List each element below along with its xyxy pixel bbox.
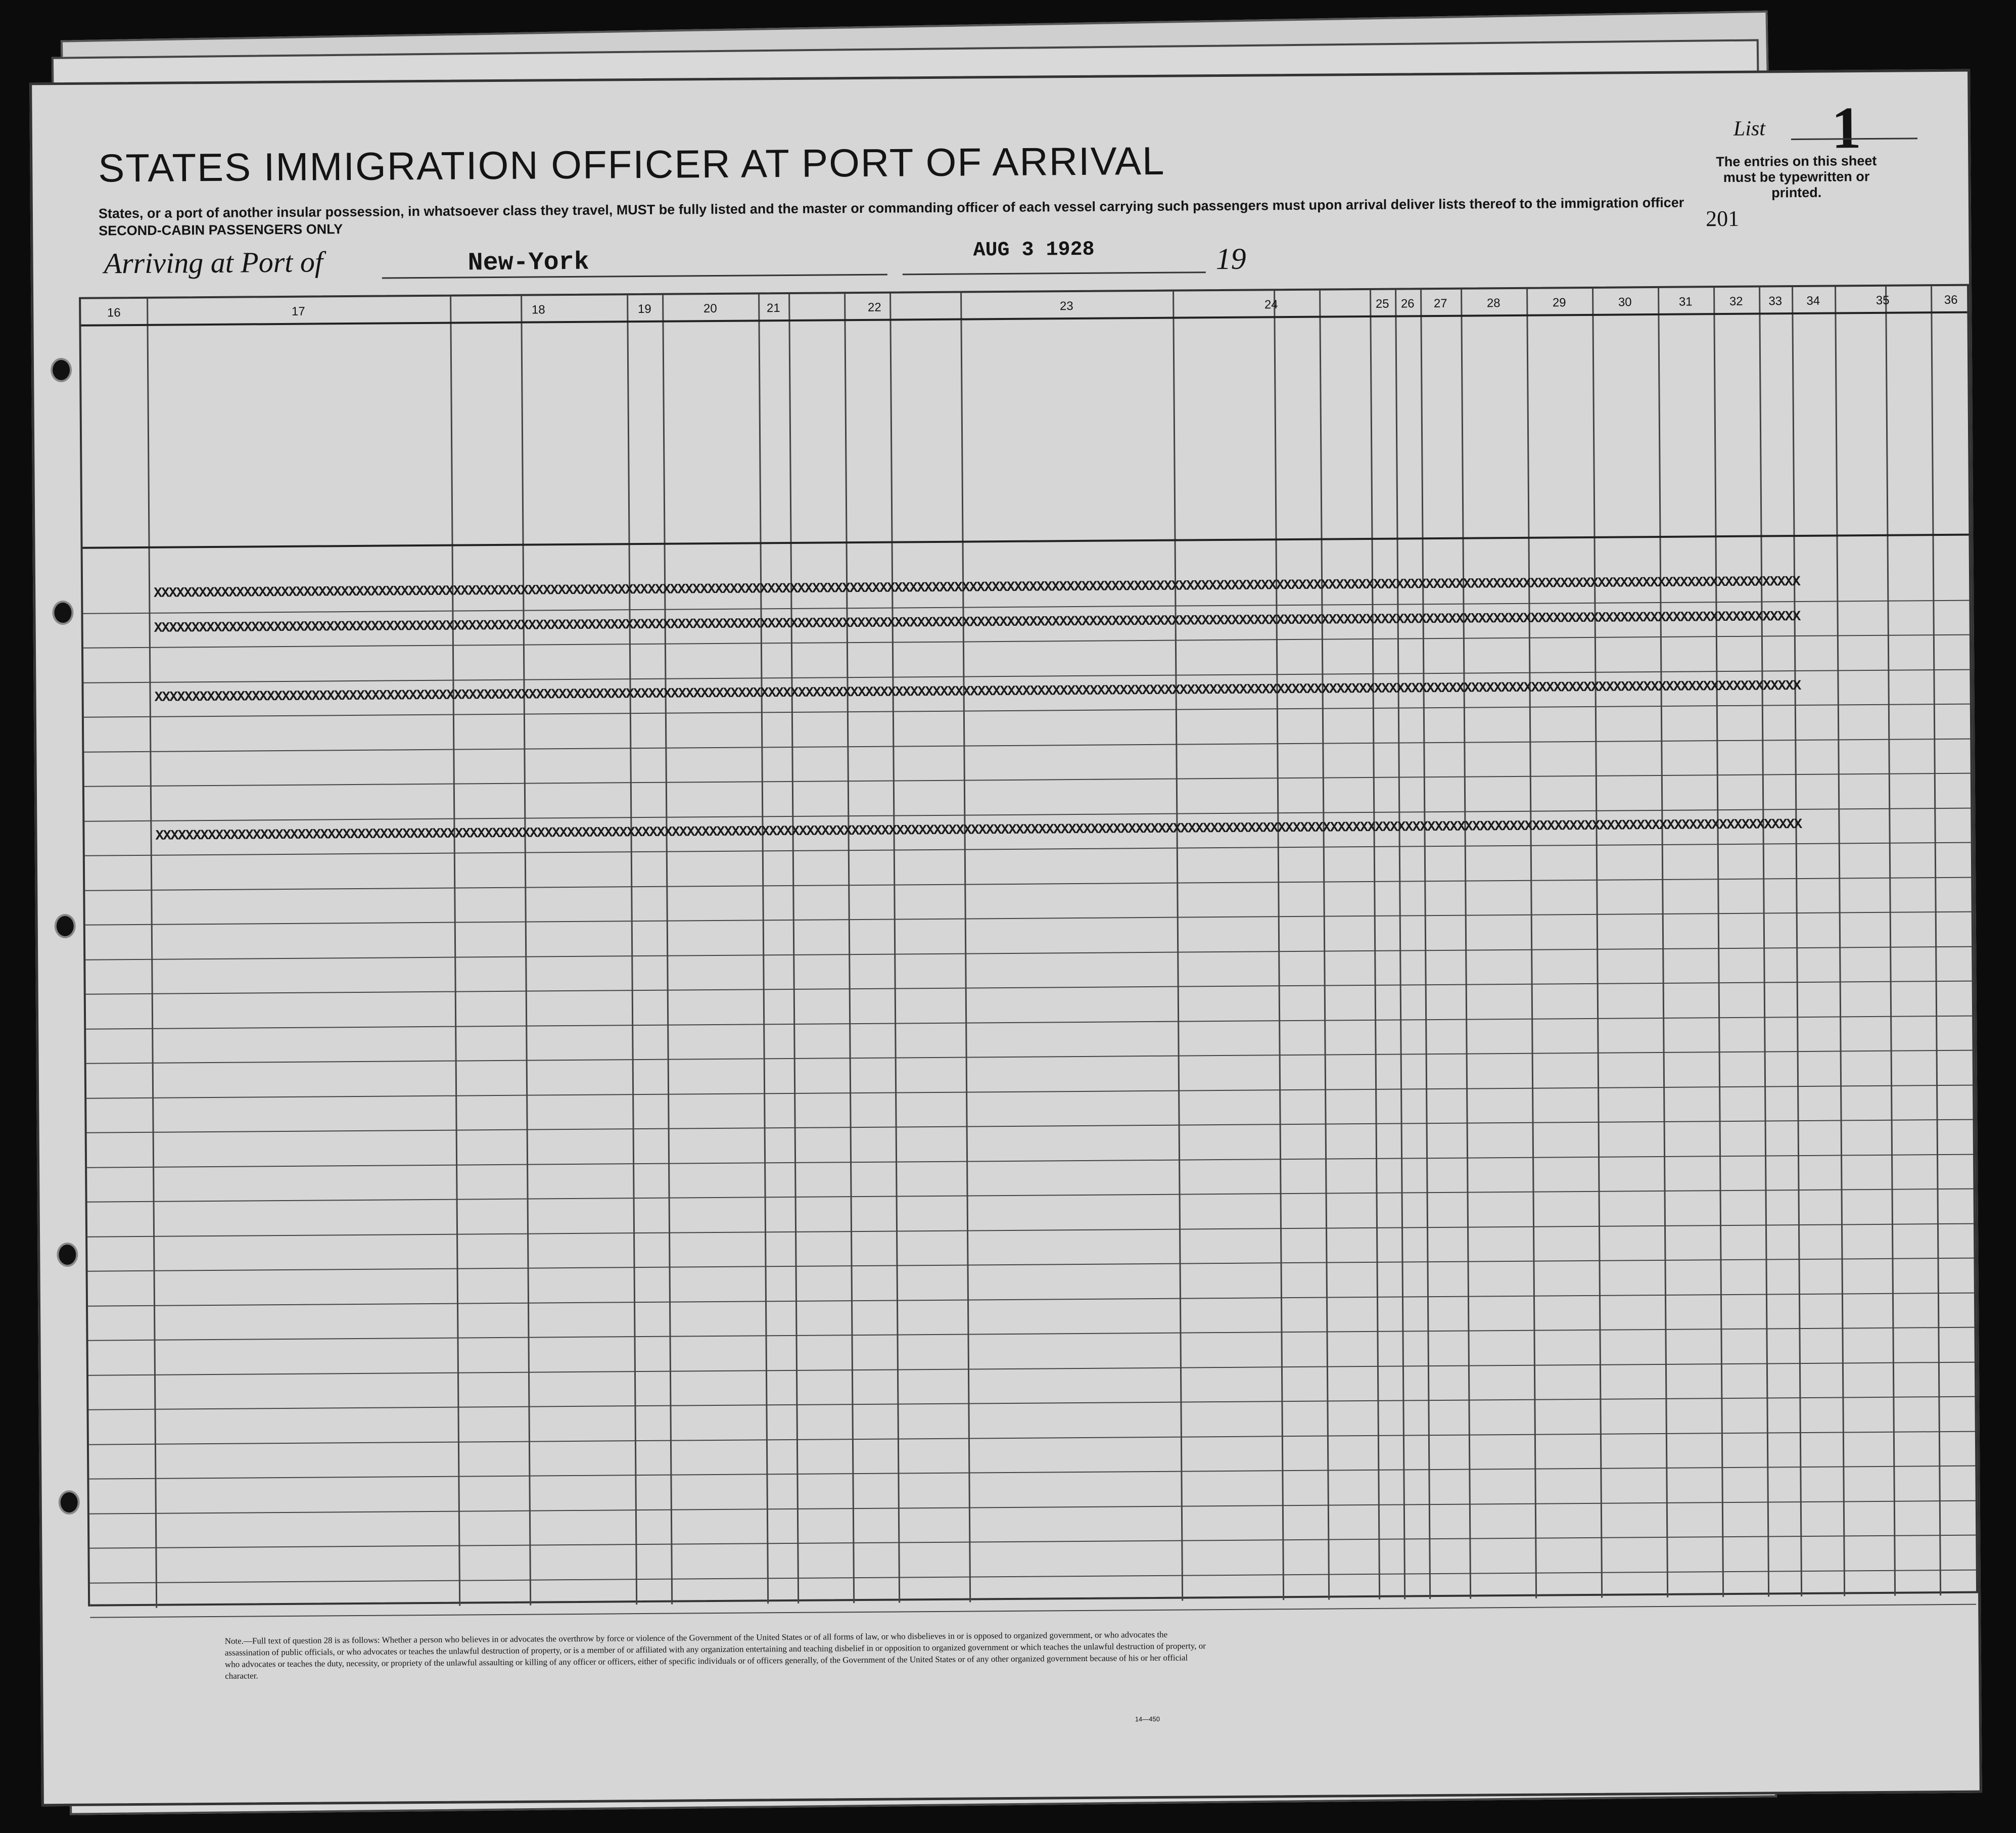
deformed-cell <box>1723 1195 1764 1196</box>
column-number: 32 <box>1729 294 1743 308</box>
where-cell <box>896 750 962 751</box>
state-header <box>451 397 522 398</box>
inches-cell <box>1798 744 1837 745</box>
eyes-header <box>1886 397 1927 398</box>
hair-cell <box>1891 639 1932 640</box>
column-divider <box>1885 287 1896 1596</box>
port-line <box>382 274 887 279</box>
row-rule <box>83 634 1970 649</box>
binder-hole <box>59 1490 80 1515</box>
column-number: 27 <box>1433 296 1447 311</box>
deformed-cell <box>1719 710 1761 711</box>
column-30-cell <box>1599 780 1660 781</box>
hair-cell <box>1895 1228 1936 1229</box>
hair-cell <box>1894 1124 1936 1125</box>
marks-cell <box>1938 847 1974 848</box>
before-us-cell <box>797 1097 849 1098</box>
row-rule <box>86 1015 1972 1029</box>
column-29-cell <box>1536 1230 1598 1231</box>
column-number: 16 <box>107 306 121 320</box>
anarchist-cell <box>1428 989 1465 990</box>
hair-cell <box>1893 951 1934 952</box>
inches-cell <box>1800 1090 1839 1091</box>
passage-paid-cell <box>671 1167 763 1168</box>
column-28-cell <box>1468 850 1529 851</box>
row-rule <box>89 1535 1976 1549</box>
health-cell <box>1664 710 1715 711</box>
row-rule <box>87 1188 1974 1203</box>
stay-cell <box>1179 713 1276 714</box>
column-divider <box>1395 290 1405 1599</box>
column-number: 35 <box>1876 293 1890 307</box>
manifest-sheet <box>29 69 1982 1807</box>
column-29-cell <box>1534 953 1596 954</box>
column-29-cell <box>1533 884 1595 885</box>
date-stamp: AUG 3 1928 <box>973 238 1095 262</box>
city-cell <box>530 1133 632 1134</box>
if-yes-header <box>845 384 961 385</box>
purpose-header <box>1178 320 1365 322</box>
hair-cell <box>1894 1159 1936 1160</box>
column-divider <box>1173 292 1183 1601</box>
column-30-cell <box>1600 1022 1662 1023</box>
passage-paid-cell <box>671 1063 763 1064</box>
row-rule <box>84 704 1970 718</box>
hair-cell <box>1892 882 1934 883</box>
length-of-stay-cell <box>1279 644 1321 645</box>
row-rule <box>90 1604 1976 1618</box>
inches-cell <box>1799 848 1838 849</box>
row-number <box>83 656 149 657</box>
entries-note: The entries on this sheet must be typewritten or printed. <box>1716 153 1877 201</box>
years-cell <box>854 1225 895 1226</box>
column-30-cell <box>1598 641 1659 642</box>
page-title: STATES IMMIGRATION OFFICER AT PORT OF ARRIVAL <box>98 138 1165 191</box>
passage-paid-cell <box>669 786 761 787</box>
where-cell <box>896 785 963 786</box>
anarchist-cell <box>1430 1197 1466 1198</box>
state-cell <box>458 1030 525 1031</box>
anarchist-cell <box>1426 712 1463 713</box>
row-number <box>89 1452 155 1453</box>
column-number: 19 <box>637 302 651 316</box>
length-of-stay-cell <box>1281 955 1323 956</box>
stay-cell <box>1181 1025 1278 1026</box>
arriving-label: Arriving at Port of <box>104 245 323 280</box>
row-rule <box>89 1431 1975 1445</box>
deformed-header <box>1658 358 1714 359</box>
passage-paid-cell <box>671 1132 763 1133</box>
hair-cell <box>1894 1055 1935 1056</box>
column-number: 21 <box>766 301 780 315</box>
subtitle: States, or a port of another insular possession, in whatsoever class they travel, MUST be fully listed and the master or commanding officer of each vessel carrying such passengers must upon arrival deliver lists thereof to the immigration officer <box>98 195 1684 221</box>
binder-hole <box>55 914 76 938</box>
state-cell <box>456 788 523 789</box>
inches-cell <box>1800 986 1839 987</box>
column-30-cell <box>1601 1091 1662 1092</box>
column-divider <box>627 295 637 1605</box>
form-code: 14—450 <box>1135 1715 1160 1723</box>
row-rule <box>87 1119 1973 1133</box>
city-cell <box>527 787 629 788</box>
cancelled-entry: XXXXXXXXXXXXXXXXXXXXXXXXXXXXXXXXXXXXXXXXXXXXXXXXXXXXXXXXXXXXXXXXXXXXXXXXXXXXXXXXXXXXXXXXXXXXXXXXXXXXXXXXXXXXXXXXXXXXXXXXXXXXXXXXXXXXXXXXXXXXXXXXXXXXXXXXXXXXXXXXXXXXXXXXXXXXXXXXXXXXXXXXXXXXXXXXXXXXXXXXXXXXXXXXXXXXXXXXXXXX <box>155 816 1802 844</box>
cancelled-entry: XXXXXXXXXXXXXXXXXXXXXXXXXXXXXXXXXXXXXXXXXXXXXXXXXXXXXXXXXXXXXXXXXXXXXXXXXXXXXXXXXXXXXXXXXXXXXXXXXXXXXXXXXXXXXXXXXXXXXXXXXXXXXXXXXXXXXXXXXXXXXXXXXXXXXXXXXXXXXXXXXXXXXXXXXXXXXXXXXXXXXXXXXXXXXXXXXXXXXXXXXXXXXXXXXXXXXXXXXXXX <box>154 574 1800 602</box>
city-cell <box>528 891 630 892</box>
column-divider <box>450 297 460 1606</box>
column-29-cell <box>1534 919 1596 920</box>
column-29-cell <box>1536 1196 1598 1197</box>
column-number: 31 <box>1678 295 1693 309</box>
row-rule <box>86 1050 1973 1064</box>
deformed-cell <box>1722 1160 1764 1161</box>
before-us-cell <box>794 716 846 717</box>
health-cell <box>1665 918 1717 919</box>
column-divider <box>1461 290 1471 1599</box>
row-number <box>88 1279 154 1280</box>
column-30-cell <box>1598 745 1660 746</box>
row-number <box>84 725 150 726</box>
citizen-intent-cell <box>1326 782 1372 783</box>
inches-cell <box>1801 1194 1840 1195</box>
row-rule <box>87 1154 1973 1168</box>
row-rule <box>85 946 1972 960</box>
row-number <box>86 1106 152 1107</box>
column-29-cell <box>1534 988 1596 989</box>
state-cell <box>456 753 523 754</box>
stay-cell <box>1181 990 1278 991</box>
column-divider <box>1274 291 1284 1600</box>
complexion-cell <box>1841 709 1887 710</box>
before-us-cell <box>794 647 846 648</box>
row-rule <box>90 1569 1976 1583</box>
before-us-header <box>799 324 961 325</box>
row-number <box>87 1210 153 1211</box>
column-28-cell <box>1469 1092 1531 1093</box>
column-28-cell <box>1467 746 1528 747</box>
column-28-cell <box>1470 1127 1531 1128</box>
length-of-stay-cell <box>1280 713 1321 714</box>
row-number <box>84 829 150 830</box>
column-divider <box>1759 288 1769 1597</box>
anarchist-cell <box>1428 954 1464 955</box>
row-rule <box>85 842 1971 856</box>
years-cell <box>851 775 892 776</box>
column-number: 17 <box>291 304 305 318</box>
row-rule <box>88 1327 1975 1341</box>
passage-paid-cell <box>669 890 761 891</box>
column-29-cell <box>1535 1161 1597 1162</box>
citizen-intent-cell <box>1328 1093 1374 1094</box>
column-number: 28 <box>1486 296 1501 310</box>
length-of-stay-cell <box>1281 886 1322 887</box>
years-cell <box>853 1052 894 1053</box>
column-number: 24 <box>1264 298 1278 312</box>
column-divider <box>1420 290 1431 1599</box>
before-us-cell <box>794 751 846 752</box>
column-divider <box>1370 290 1380 1599</box>
inches-cell <box>1800 1021 1839 1022</box>
column-number: 18 <box>531 303 545 317</box>
before-us-cell <box>796 993 848 994</box>
citizen-intent-cell <box>1325 747 1372 748</box>
health-cell <box>1666 1022 1717 1023</box>
binder-hole <box>52 601 73 625</box>
row-rule <box>87 1223 1974 1237</box>
row-number <box>90 1556 156 1557</box>
column-divider <box>1792 287 1802 1596</box>
marks-header <box>1931 377 1972 378</box>
passage-paid-cell <box>672 1236 764 1237</box>
anarchist-cell <box>1429 1162 1466 1163</box>
complexion-cell <box>1844 1228 1891 1229</box>
deformed-cell <box>1721 987 1763 988</box>
complexion-cell <box>1841 778 1888 779</box>
marks-cell <box>1940 1124 1976 1125</box>
column-divider <box>1526 289 1537 1598</box>
column-divider <box>662 295 673 1605</box>
state-cell <box>459 1238 526 1239</box>
years-cell <box>853 1156 895 1157</box>
anarchist-cell <box>1426 643 1462 644</box>
column-divider <box>521 296 531 1606</box>
deformed-cell <box>1721 918 1762 919</box>
health-cell <box>1666 987 1717 988</box>
footnote: Note.—Full text of question 28 is as follows: Whether a person who believes in or advocates the overthrow by force or violence of the Government of the United States or of all forms of law, or who disbelieves in or is opposed to organized government, or who advocates the assassination of public officials, or who advocates or teaches the unlawful destruction of property, or is a member of or affiliated with any organization entertaining and teaching disbelief in or opposition to organized government or which teaches the unlawful destruction of property, or who advocates or teaches the duty, necessity, or propriety of the unlawful assaulting or killing of any officer or officers, either of specific individuals or of officers generally, of the Government of the United States or of any other organized government because of his or her official character. <box>224 1629 1206 1681</box>
final-destination-note <box>455 346 622 347</box>
column-28-cell <box>1469 1023 1530 1024</box>
stay-cell <box>1182 1198 1279 1199</box>
cabin-class: SECOND-CABIN PASSENGERS ONLY <box>99 221 343 239</box>
where-cell <box>899 1131 965 1132</box>
inches-cell <box>1798 779 1837 780</box>
row-rule <box>88 1361 1975 1376</box>
row-rule <box>86 1084 1973 1098</box>
where-cell <box>898 1062 965 1063</box>
length-of-stay-cell <box>1283 1232 1325 1233</box>
column-29-cell <box>1532 711 1594 712</box>
cancelled-entry: XXXXXXXXXXXXXXXXXXXXXXXXXXXXXXXXXXXXXXXXXXXXXXXXXXXXXXXXXXXXXXXXXXXXXXXXXXXXXXXXXXXXXXXXXXXXXXXXXXXXXXXXXXXXXXXXXXXXXXXXXXXXXXXXXXXXXXXXXXXXXXXXXXXXXXXXXXXXXXXXXXXXXXXXXXXXXXXXXXXXXXXXXXXXXXXXXXXXXXXXXXXXXXXXXXXXXXXXXXXX <box>154 678 1801 706</box>
row-number <box>86 1002 152 1003</box>
column-number: 23 <box>1059 299 1073 313</box>
state-cell <box>457 857 524 858</box>
city-cell <box>529 1064 631 1065</box>
nearest-relative-header <box>157 362 440 364</box>
column-divider <box>1592 289 1603 1598</box>
column-divider <box>758 294 769 1603</box>
before-us-cell <box>796 1028 848 1029</box>
marks-cell <box>1936 639 1973 640</box>
passage-paid-cell <box>670 959 762 960</box>
column-number: 20 <box>703 301 717 316</box>
complexion-cell <box>1842 917 1889 918</box>
final-destination-header <box>455 331 622 332</box>
citizen-intent-cell <box>1327 1024 1374 1025</box>
health-cell <box>1666 1091 1718 1092</box>
port-name: New-York <box>467 248 589 278</box>
year-prefix: 19 <box>1215 242 1246 276</box>
row-number <box>89 1487 155 1488</box>
hair-cell <box>1892 847 1934 848</box>
length-of-stay-cell <box>1283 1198 1325 1199</box>
row-rule <box>88 1292 1974 1306</box>
row-rule <box>86 981 1972 995</box>
years-cell <box>852 948 893 949</box>
where-header <box>890 409 961 410</box>
column-divider <box>147 299 157 1608</box>
inches-cell <box>1797 640 1836 641</box>
anarchist-cell <box>1427 885 1464 886</box>
state-cell <box>458 1065 525 1066</box>
row-rule <box>84 738 1970 752</box>
column-number: 30 <box>1618 295 1632 309</box>
row-number <box>85 933 151 934</box>
column-divider <box>960 293 971 1602</box>
complexion-cell <box>1842 951 1889 952</box>
anarchist-cell <box>1428 920 1464 921</box>
row-rule <box>88 1258 1974 1272</box>
column-29-cell <box>1532 642 1593 643</box>
citizen-intent-cell <box>1328 1128 1375 1129</box>
column-divider <box>1713 288 1724 1597</box>
column-number: 22 <box>867 300 881 314</box>
column-number: 34 <box>1806 294 1820 308</box>
column-30-cell <box>1601 1126 1663 1127</box>
column-divider <box>1835 287 1845 1596</box>
header-bottom-rule <box>83 534 1969 549</box>
column-number: 33 <box>1768 294 1783 308</box>
marks-cell <box>1939 1055 1976 1056</box>
manifest-table <box>79 284 1978 1607</box>
deformed-cell <box>1723 1229 1764 1230</box>
before-us-cell <box>798 1201 850 1202</box>
where-cell <box>897 854 963 855</box>
stay-cell <box>1179 748 1276 749</box>
row-rule <box>85 877 1971 891</box>
city-cell <box>528 960 630 961</box>
years-cell <box>850 706 892 707</box>
row-rule <box>84 773 1971 787</box>
row-number <box>85 898 151 899</box>
marks-cell <box>1939 1020 1975 1021</box>
years-cell <box>852 983 894 984</box>
column-divider <box>1658 288 1668 1597</box>
column-divider <box>1931 286 1941 1595</box>
deformed-cell <box>1720 883 1762 884</box>
column-30-cell <box>1599 849 1661 850</box>
years-cell <box>851 879 893 880</box>
city-cell <box>528 856 630 857</box>
row-rule <box>88 1396 1975 1410</box>
row-number <box>88 1383 154 1384</box>
citizen-intent-cell <box>1326 851 1373 852</box>
column-28-cell <box>1467 781 1529 782</box>
row-rule <box>85 911 1972 926</box>
column-number: 29 <box>1552 296 1566 310</box>
stay-cell <box>1178 644 1275 645</box>
where-cell <box>898 1027 964 1028</box>
stay-cell <box>1181 1094 1278 1095</box>
where-cell <box>898 1096 965 1097</box>
joining-header <box>971 368 1163 369</box>
column-number: 25 <box>1375 297 1389 311</box>
before-us-cell <box>796 924 848 925</box>
health-cell <box>1664 745 1715 746</box>
column-number: 26 <box>1400 297 1415 311</box>
column-28-cell <box>1469 1058 1531 1059</box>
complexion-cell <box>1844 1159 1890 1160</box>
hair-cell <box>1893 916 1934 917</box>
health-cell <box>1667 1195 1719 1196</box>
years-cell <box>853 1191 895 1192</box>
column-divider <box>889 294 900 1603</box>
passage-note <box>668 385 754 386</box>
row-number <box>83 621 149 622</box>
sheet-number: 201 <box>1705 206 1740 232</box>
column-30-cell <box>1601 1057 1662 1058</box>
row-rule <box>89 1500 1976 1514</box>
marks-cell <box>1938 916 1975 917</box>
list-label: List <box>1733 117 1766 141</box>
binder-hole <box>51 358 72 382</box>
complexion-cell <box>1843 986 1889 987</box>
length-of-stay-cell <box>1282 990 1323 991</box>
length-of-stay-cell <box>1281 921 1323 922</box>
list-number: 1 <box>1831 95 1862 161</box>
citizen-intent-cell <box>1328 1059 1374 1060</box>
city-header <box>522 396 628 397</box>
cancelled-entry: XXXXXXXXXXXXXXXXXXXXXXXXXXXXXXXXXXXXXXXXXXXXXXXXXXXXXXXXXXXXXXXXXXXXXXXXXXXXXXXXXXXXXXXXXXXXXXXXXXXXXXXXXXXXXXXXXXXXXXXXXXXXXXXXXXXXXXXXXXXXXXXXXXXXXXXXXXXXXXXXXXXXXXXXXXXXXXXXXXXXXXXXXXXXXXXXXXXXXXXXXXXXXXXXXXXXXXXXXXXX <box>154 609 1800 636</box>
complexion-cell <box>1844 1194 1891 1195</box>
length-of-stay-cell <box>1283 1163 1324 1164</box>
column-divider <box>1319 291 1330 1600</box>
binder-hole <box>57 1243 78 1267</box>
complexion-cell <box>1842 882 1888 883</box>
column-number: 36 <box>1944 293 1958 307</box>
row-rule <box>89 1465 1975 1480</box>
state-cell <box>458 1099 525 1100</box>
column-divider <box>788 294 799 1603</box>
stay-cell <box>1180 921 1277 922</box>
passage-paid-cell <box>669 855 761 856</box>
column-divider <box>844 294 855 1603</box>
city-cell <box>530 1168 632 1169</box>
date-line <box>903 271 1206 275</box>
row-number <box>87 1175 153 1176</box>
state-cell <box>459 1134 526 1135</box>
marks-cell <box>1939 1089 1976 1090</box>
marks-cell <box>1937 743 1973 744</box>
anarchist-cell <box>1430 1231 1466 1232</box>
deformed-cell <box>1721 952 1762 953</box>
